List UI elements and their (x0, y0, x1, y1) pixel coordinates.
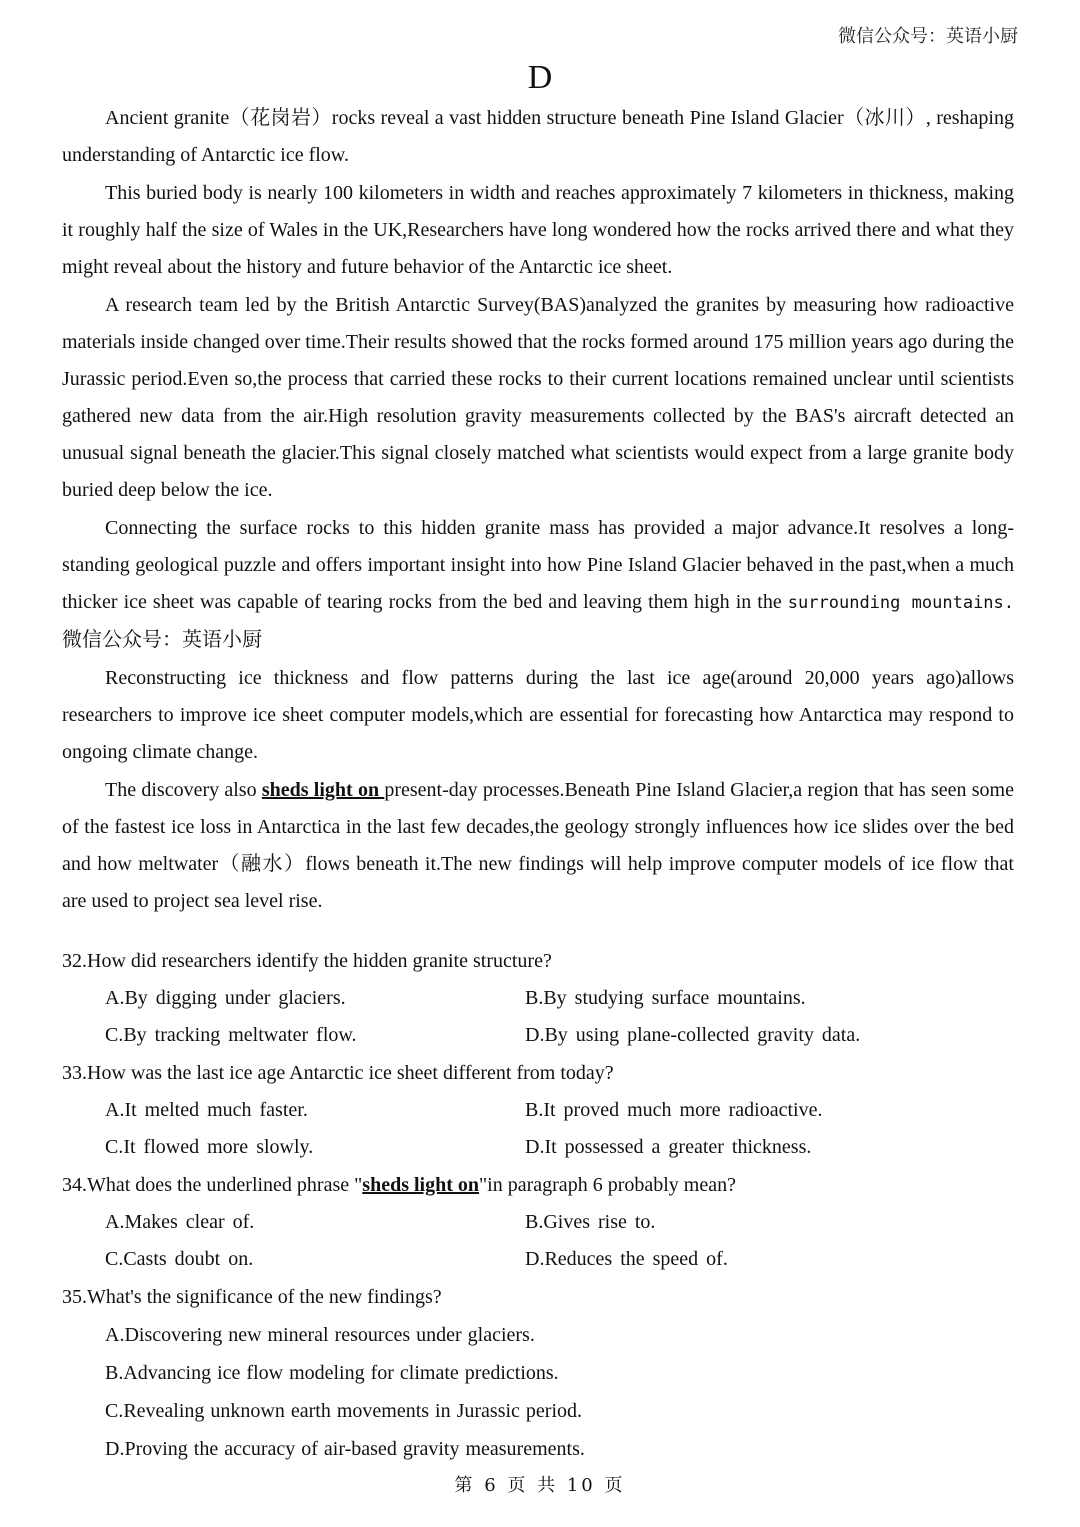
paragraph-3: A research team led by the British Antarctic Survey(BAS)analyzed the granites by measuring how radioactive materials inside changed over time.Their results showed that the rocks formed around 175 million years ago during the Jurassic period.Even so,the process that carried these rocks to their current locations remained unclear until scientists gathered new data from the air.High resolution gravity measurements collected by the BAS's aircraft detected an unusual signal beneath the glacier.This signal closely matched what scientists would expect from a large granite body buried deep below the ice. (62, 294, 1014, 501)
question-35 (62, 1278, 1014, 1468)
question-34 (62, 1166, 1014, 1278)
question-33-stem: 33.How was the last ice age Antarctic ice sheet different from today? (62, 1062, 614, 1084)
underlined-phrase: sheds light on (261, 779, 385, 801)
option-34-a[interactable]: A.Makes clear of. (105, 1211, 255, 1233)
option-32-b[interactable]: B.By studying surface mountains. (525, 987, 806, 1009)
page-number-footer: 第 6 页 共 10 页 (454, 1475, 626, 1496)
paragraph-6-start: The discovery also (105, 779, 262, 801)
question-34-row-2 (62, 1241, 1014, 1278)
paragraph-6-rest: present-day processes.Beneath Pine Island Glacier,a region that has seen some of the fastest ice loss in Antarctica in the last few decades,the geology strongly influences how ice slides over the bed and how meltwater（融水）flows beneath it.The new findings will help improve computer models of ice flow that are used to project sea level rise. (62, 779, 1014, 912)
reading-passage (62, 100, 1014, 921)
question-32-stem: 32.How did researchers identify the hidden granite structure? (62, 950, 552, 972)
question-34-stem-start: 34.What does the underlined phrase " (62, 1174, 363, 1196)
question-33-row-1 (62, 1092, 1014, 1129)
paragraph-1: Ancient granite（花岗岩）rocks reveal a vast hidden structure beneath Pine Island Glacier（冰川）, reshaping understanding of Antarctic ice flow. (62, 107, 1014, 166)
section-title: D (527, 59, 553, 96)
question-32-row-2 (62, 1017, 1014, 1054)
question-34-row-1 (62, 1204, 1014, 1241)
option-35-c[interactable]: C.Revealing unknown earth movements in Jurassic period. (105, 1400, 583, 1422)
option-35-a[interactable]: A.Discovering new mineral resources under glaciers. (105, 1324, 535, 1346)
question-35-stem: 35.What's the significance of the new findings? (62, 1286, 442, 1308)
option-34-c[interactable]: C.Casts doubt on. (105, 1248, 254, 1270)
option-33-b[interactable]: B.It proved much more radioactive. (525, 1099, 823, 1121)
paragraph-4 (62, 510, 1014, 659)
paragraph-4-tail: surrounding mountains. (787, 593, 1015, 613)
option-34-b[interactable]: B.Gives rise to. (525, 1211, 656, 1233)
option-33-d[interactable]: D.It possessed a greater thickness. (525, 1136, 812, 1158)
option-32-a[interactable]: A.By digging under glaciers. (105, 987, 346, 1009)
question-33 (62, 1054, 1014, 1166)
paragraph-2: This buried body is nearly 100 kilometers in width and reaches approximately 7 kilometers in thickness, making it roughly half the size of Wales in the UK,Researchers have long wondered how the rocks arrived there and what they might reveal about the history and future behavior of the Antarctic ice sheet. (62, 182, 1014, 278)
option-32-c[interactable]: C.By tracking meltwater flow. (105, 1024, 357, 1046)
option-32-d[interactable]: D.By using plane-collected gravity data. (525, 1024, 861, 1046)
question-32-row-1 (62, 980, 1014, 1017)
question-34-stem (62, 1166, 1014, 1204)
option-33-a[interactable]: A.It melted much faster. (105, 1099, 308, 1121)
paragraph-5: Reconstructing ice thickness and flow patterns during the last ice age(around 20,000 years ago)allows researchers to improve ice sheet computer models,which are essential for forecasting how Antarctica may respond to ongoing climate change. (62, 667, 1014, 763)
option-35-b[interactable]: B.Advancing ice flow modeling for climate predictions. (105, 1362, 559, 1384)
paragraph-4-main: Connecting the surface rocks to this hidden granite mass has provided a major advance.It resolves a long-standing geological puzzle and offers important insight into how Pine Island Glacier behaved in the past,when a much thicker ice sheet was capable of tearing rocks from the bed and leaving them high in the (62, 517, 1014, 613)
question-34-stem-end: "in paragraph 6 probably mean? (479, 1174, 736, 1196)
header-wechat-note: 微信公众号：英语小厨 (838, 26, 1018, 47)
paragraph-6 (62, 772, 1014, 920)
option-34-d[interactable]: D.Reduces the speed of. (525, 1248, 728, 1270)
option-33-c[interactable]: C.It flowed more slowly. (105, 1136, 314, 1158)
question-32 (62, 942, 1014, 1054)
paragraph-4-wechat-note: 微信公众号：英语小厨 (62, 629, 262, 651)
question-list (62, 942, 1014, 1468)
question-33-row-2 (62, 1129, 1014, 1166)
question-34-underlined-phrase: sheds light on (362, 1174, 480, 1196)
option-35-d[interactable]: D.Proving the accuracy of air-based gravity measurements. (105, 1438, 585, 1460)
